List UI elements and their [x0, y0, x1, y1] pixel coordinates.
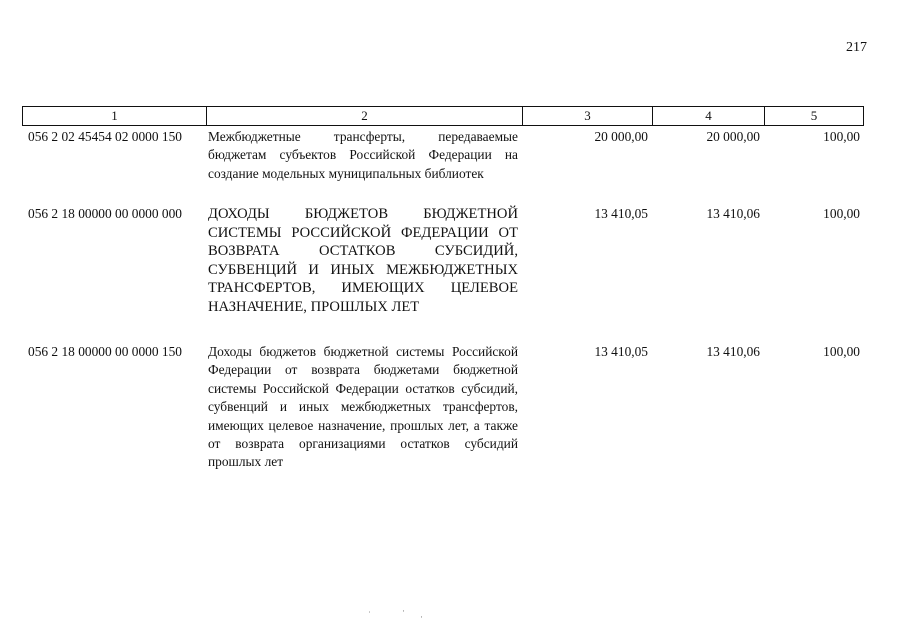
row-value-col4: 20 000,00	[706, 129, 760, 144]
row-value-col4: 13 410,06	[706, 206, 760, 221]
row-value-col4: 13 410,06	[706, 344, 760, 359]
row-description: ДОХОДЫ БЮДЖЕТОВ БЮДЖЕТНОЙ СИСТЕМЫ РОССИЙСКОЙ ФЕДЕРАЦИИ ОТ ВОЗВРАТА ОСТАТКОВ СУБСИДИЙ, СУБВЕНЦИЙ И ИНЫХ МЕЖБЮДЖЕТНЫХ ТРАНСФЕРТОВ, ИМЕЮЩИХ ЦЕЛЕВОЕ НАЗНАЧЕНИЕ, ПРОШЛЫХ ЛЕТ	[208, 206, 518, 315]
page-number: 217	[846, 40, 867, 55]
header-col-3: 3	[523, 107, 653, 125]
row-code: 056 2 02 45454 02 0000 150	[28, 129, 182, 144]
header-col-2: 2	[207, 107, 523, 125]
header-col-4: 4	[653, 107, 765, 125]
row-description: Доходы бюджетов бюджетной системы Российской Федерации от возврата бюджетами бюджетной системы Российской Федерации остатков субсидий, субвенций и иных межбюджетных трансфертов, имеющих целевое назначение, прошлых лет, а также от возврата организациями остатков субсидий прошлых лет	[208, 344, 518, 470]
row-value-col3: 13 410,05	[594, 344, 648, 359]
table-header-row	[22, 106, 864, 126]
row-value-col5: 100,00	[823, 129, 860, 144]
row-code: 056 2 18 00000 00 0000 000	[28, 206, 182, 221]
table-row	[22, 128, 864, 183]
row-value-col3: 13 410,05	[594, 206, 648, 221]
row-value-col5: 100,00	[823, 206, 860, 221]
header-col-1: 1	[23, 107, 207, 125]
row-value-col5: 100,00	[823, 344, 860, 359]
scan-speck: ˙	[368, 610, 371, 620]
scan-speck: ·	[420, 612, 423, 622]
row-value-col3: 20 000,00	[594, 129, 648, 144]
row-code: 056 2 18 00000 00 0000 150	[28, 344, 182, 359]
row-description: Межбюджетные трансферты, передаваемые бюджетам субъектов Российской Федерации на создание модельных муниципальных библиотек	[208, 129, 518, 181]
scan-speck: ·	[402, 606, 405, 616]
table-row	[22, 205, 864, 317]
header-col-5: 5	[810, 108, 818, 123]
table-row	[22, 343, 864, 472]
